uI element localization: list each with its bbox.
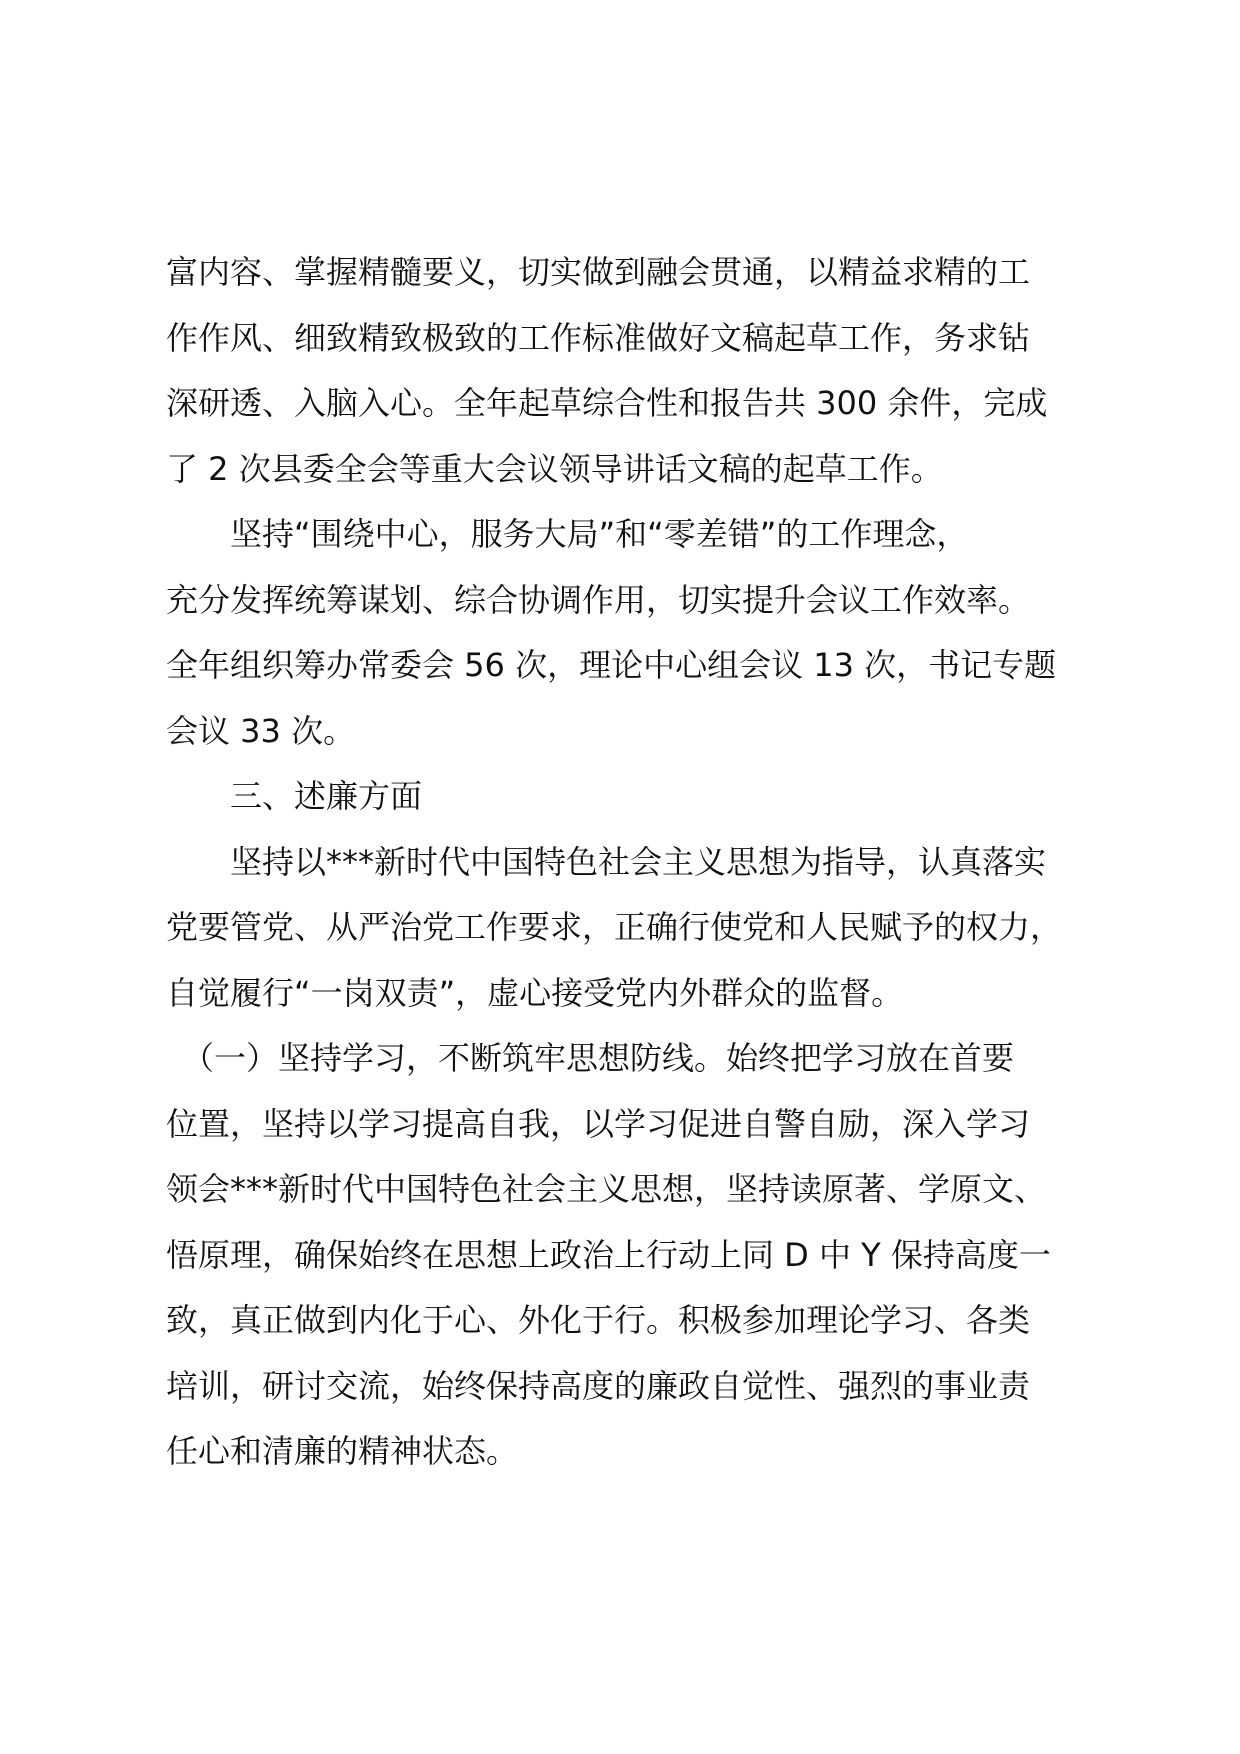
section-heading-integrity — [166, 764, 1116, 830]
paragraph-meeting-work — [166, 502, 1116, 764]
text-line: 富内容、掌握精髓要义，切实做到融会贯通，以精益求精的工 — [166, 253, 1031, 291]
document-body — [166, 240, 1116, 1485]
paragraph-drafting-work — [166, 240, 1116, 502]
paragraph-study — [166, 1026, 1116, 1485]
text-line: 坚持以***新时代中国特色社会主义思想为指导，认真落实 — [166, 842, 1047, 881]
text-line: 会议 33 次。 — [166, 711, 356, 750]
text-line: 悟原理，确保始终在思想上政治上行动上同 D 中 Y 保持高度一 — [166, 1235, 1051, 1274]
text-line: 培训，研讨交流，始终保持高度的廉政自觉性、强烈的事业责 — [166, 1366, 1031, 1405]
text-line: 任心和清廉的精神状态。 — [166, 1432, 519, 1470]
text-line: （一）坚持学习，不断筑牢思想防线。始终把学习放在首要 — [166, 1039, 1015, 1077]
text-line: 自觉履行“一岗双责”，虚心接受党内外群众的监督。 — [166, 973, 904, 1012]
text-line: 党要管党、从严治党工作要求，正确行使党和人民赋予的权力， — [166, 908, 1063, 946]
section-heading: 三、述廉方面 — [166, 777, 423, 815]
text-line: 深研透、入脑入心。全年起草综合性和报告共 300 余件，完成 — [166, 384, 1048, 422]
text-line: 全年组织筹办常委会 56 次，理论中心组会议 13 次，书记专题 — [166, 646, 1057, 684]
text-line: 坚持“围绕中心，服务大局”和“零差错”的工作理念， — [166, 515, 969, 553]
text-line: 充分发挥统筹谋划、综合协调作用，切实提升会议工作效率。 — [166, 580, 1031, 619]
text-line: 了 2 次县委全会等重大会议领导讲话文稿的起草工作。 — [166, 449, 943, 488]
text-line: 位置，坚持以学习提高自我，以学习促进自警自励，深入学习 — [166, 1104, 1031, 1143]
text-line: 领会***新时代中国特色社会主义思想，坚持读原著、学原文、 — [166, 1170, 1047, 1208]
text-line: 作作风、细致精致极致的工作标准做好文稿起草工作，务求钻 — [166, 318, 1031, 357]
paragraph-integrity-intro — [166, 830, 1116, 1027]
text-line: 致，真正做到内化于心、外化于行。积极参加理论学习、各类 — [166, 1301, 1031, 1339]
